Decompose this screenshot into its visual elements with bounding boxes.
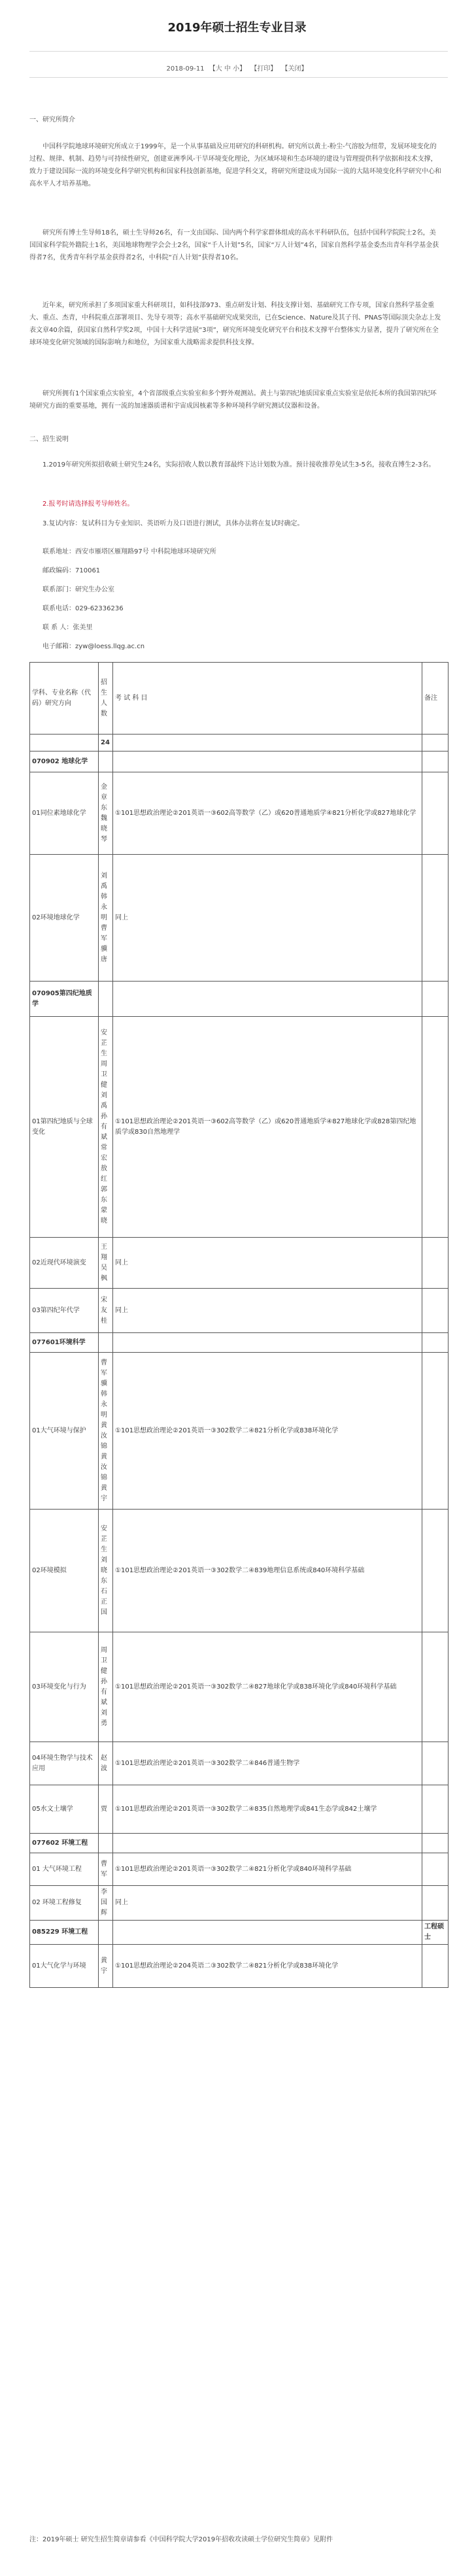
remark-cell bbox=[422, 1785, 449, 1834]
major-cell: 02 环境工程修复 bbox=[30, 1886, 99, 1921]
table-row bbox=[30, 1742, 449, 1785]
exam-cell: ①101思想政治理论②201英语一③302数学二④846普通生物学 bbox=[113, 1742, 422, 1785]
exam-cell: ①101思想政治理论②201英语一③302数学二④821分析化学或840环境科学基础 bbox=[113, 1853, 422, 1886]
table-section-row bbox=[30, 1921, 449, 1945]
exam-cell bbox=[113, 1333, 422, 1353]
table-row bbox=[30, 1017, 449, 1238]
table-row bbox=[30, 1289, 449, 1333]
remark-cell: 工程硕士 bbox=[422, 1921, 449, 1945]
major-catalog-table bbox=[29, 662, 449, 1988]
table-row bbox=[30, 1886, 449, 1921]
remark-cell bbox=[422, 1886, 449, 1921]
footer-note: 注：2019年硕士 研究生招生简章请参看《中国科学院大学2019年招收攻读硕士学位研究生简章》见附件 bbox=[29, 2536, 333, 2543]
major-cell: 03环境变化与行为 bbox=[30, 1632, 99, 1742]
major-cell: 070902 地球化学 bbox=[30, 751, 99, 772]
table-row bbox=[30, 772, 449, 855]
admission-item-1: 1.2019年研究所拟招收硕士研究生24名，实际招收人数以教育部最终下达计划数为准。预计接收推荐免试生3-5名，接收直博生2-3名。 bbox=[42, 461, 435, 469]
remark-cell bbox=[422, 1945, 449, 1988]
contact-person: 联 系 人：张美里 bbox=[42, 624, 93, 631]
contact-postcode: 邮政编码：710061 bbox=[42, 567, 101, 574]
supervisor-cell bbox=[99, 1834, 113, 1853]
supervisor-cell: 金章东 魏晓琴 bbox=[99, 772, 113, 855]
exam-cell: ①101思想政治理论②204英语二③302数学二④821分析化学或838环境化学 bbox=[113, 1945, 422, 1988]
table-row bbox=[30, 1238, 449, 1289]
contact-department: 联系部门：研究生办公室 bbox=[42, 586, 114, 593]
supervisor-cell: 曹军骥 韩永明 黄汝锦 黄汝锦 黄宇 bbox=[99, 1353, 113, 1510]
remark-cell bbox=[422, 751, 449, 772]
remark-cell bbox=[422, 1632, 449, 1742]
contact-phone: 联系电话：029-62336236 bbox=[42, 605, 124, 612]
remark-cell bbox=[422, 1238, 449, 1289]
table-row bbox=[30, 1510, 449, 1632]
major-cell: 02近现代环境演变 bbox=[30, 1238, 99, 1289]
contact-address: 联系地址：西安市雁塔区雁翔路97号 中科院地球环境研究所 bbox=[42, 548, 216, 555]
supervisor-cell: 王翔 吴枫 bbox=[99, 1238, 113, 1289]
exam-cell bbox=[113, 1834, 422, 1853]
major-cell: 01大气化学与环境 bbox=[30, 1945, 99, 1988]
total-label bbox=[30, 735, 99, 751]
remark-cell bbox=[422, 1333, 449, 1353]
header-enrollment: 招生人数 bbox=[99, 663, 113, 735]
header-remark: 备注 bbox=[422, 663, 449, 735]
supervisor-cell: 宋友桂 bbox=[99, 1289, 113, 1333]
total-count: 24 bbox=[99, 735, 113, 751]
exam-cell bbox=[113, 751, 422, 772]
contact-email[interactable]: 电子邮箱：zyw@loess.llqg.ac.cn bbox=[42, 643, 145, 650]
table-row bbox=[30, 1785, 449, 1834]
intro-paragraph-3: 近年来，研究所承担了多项国家重大科研项目，如科技部973、重点研发计划、科技支撑计划、基础研究工作专项，国家自然科学基金重大、重点、杰青，中科院重点部署项目、先导专项等；高水平基础研究成果突出，已在Science、Nature及其子刊、PNAS等国际顶尖杂志上发表文章40余篇，获国家自然科学奖2项，中国十大科学进展“3项”，研究所环境变化研究平台和技术支撑平台整体实力显著，提升了研究所在全球环境变化研究领域的国际影响力和地位，为国家重大战略需求提供科技支撑。 bbox=[29, 302, 441, 346]
remark-cell bbox=[422, 1853, 449, 1886]
remark-cell bbox=[422, 1353, 449, 1510]
major-cell: 03第四纪年代学 bbox=[30, 1289, 99, 1333]
major-cell: 05水文土壤学 bbox=[30, 1785, 99, 1834]
remark-cell bbox=[422, 1742, 449, 1785]
page-title: 2019年硕士招生专业目录 bbox=[167, 21, 307, 35]
exam-cell: ①101思想政治理论②201英语一③302数学二④839地理信息系统或840环境科学基础 bbox=[113, 1510, 422, 1632]
close-link[interactable]: 【关闭】 bbox=[281, 65, 308, 73]
supervisor-cell: 赵波 bbox=[99, 1742, 113, 1785]
remark-cell bbox=[422, 772, 449, 855]
table-row bbox=[30, 1353, 449, 1510]
exam-cell bbox=[113, 982, 422, 1017]
table-row bbox=[30, 1945, 449, 1988]
article-meta bbox=[0, 63, 474, 73]
supervisor-cell: 安芷生 周卫健 刘禹 孙有斌 常宏 敖红 郭东 蒙晓 bbox=[99, 1017, 113, 1238]
intro-paragraph-2: 研究所有博士生导师18名，硕士生导师26名，有一支由国际、国内两个科学家群体组成的高水平科研队伍，包括中国科学院院士2名，美国国家科学院外籍院士1名，美国地球物理学会会士2名，国家“千人计划”5名，国家“万人计划”4名，国家自然科学基金委杰出青年科学基金获得者7名，优秀青年科学基金获得者2名，中科院“百人计划”获得者10名。 bbox=[29, 229, 439, 261]
remark-cell bbox=[422, 1834, 449, 1853]
table-header-row bbox=[30, 663, 449, 735]
font-size-switch[interactable]: 【大 中 小】 bbox=[209, 65, 246, 73]
print-link[interactable]: 【打印】 bbox=[250, 65, 277, 73]
major-cell: 02环境地球化学 bbox=[30, 855, 99, 982]
admission-item-3: 3.复试内容：复试科目为专业知识、英语听力及口语进行测试，具体办法将在复试时确定。 bbox=[42, 520, 304, 527]
table-total-row bbox=[30, 735, 449, 751]
major-cell: 077602 环境工程 bbox=[30, 1834, 99, 1853]
table-row bbox=[30, 1632, 449, 1742]
table-row bbox=[30, 1853, 449, 1886]
supervisor-cell bbox=[99, 1921, 113, 1945]
exam-cell: 同上 bbox=[113, 1886, 422, 1921]
admission-item-2: 2.报考时请选择报考导师姓名。 bbox=[42, 501, 134, 508]
supervisor-cell: 刘禹 韩永明 曹军骥 唐 bbox=[99, 855, 113, 982]
total-remark bbox=[422, 735, 449, 751]
major-cell: 01第四纪地质与全球变化 bbox=[30, 1017, 99, 1238]
major-cell: 01同位素地球化学 bbox=[30, 772, 99, 855]
remark-cell bbox=[422, 982, 449, 1017]
exam-cell: 同上 bbox=[113, 855, 422, 982]
table-row bbox=[30, 855, 449, 982]
major-cell: 02环境模拟 bbox=[30, 1510, 99, 1632]
header-exam: 考 试 科 目 bbox=[113, 663, 422, 735]
table-section-row bbox=[30, 982, 449, 1017]
exam-cell: ①101思想政治理论②201英语一③602高等数学（乙）或620普通地质学④821分析化学或827地球化学 bbox=[113, 772, 422, 855]
section1-heading: 一、研究所简介 bbox=[29, 116, 75, 124]
exam-cell: ①101思想政治理论②201英语一③302数学二④835自然地理学或841生态学或842土壤学 bbox=[113, 1785, 422, 1834]
exam-cell: 同上 bbox=[113, 1289, 422, 1333]
remark-cell bbox=[422, 1017, 449, 1238]
supervisor-cell bbox=[99, 982, 113, 1017]
supervisor-cell: 李国辉 bbox=[99, 1886, 113, 1921]
meta-divider bbox=[29, 77, 448, 78]
publish-date: 2018-09-11 bbox=[166, 65, 205, 73]
title-divider bbox=[29, 51, 448, 52]
major-cell: 070905第四纪地质学 bbox=[30, 982, 99, 1017]
exam-cell bbox=[113, 1921, 422, 1945]
supervisor-cell: 安芷生 刘晓东 石正国 bbox=[99, 1510, 113, 1632]
header-major: 学科、专业名称（代码）研究方向 bbox=[30, 663, 99, 735]
remark-cell bbox=[422, 1289, 449, 1333]
exam-cell: ①101思想政治理论②201英语一③602高等数学（乙）或620普通地质学④827地球化学或828第四纪地质学或830自然地理学 bbox=[113, 1017, 422, 1238]
remark-cell bbox=[422, 855, 449, 982]
supervisor-cell: 曹军 bbox=[99, 1853, 113, 1886]
supervisor-cell: 黄宇 bbox=[99, 1945, 113, 1988]
major-cell: 077601环境科学 bbox=[30, 1333, 99, 1353]
table-section-row bbox=[30, 1834, 449, 1853]
intro-paragraph-1: 中国科学院地球环境研究所成立于1999年，是一个从事基础及应用研究的科研机构。研究所以黄土-粉尘-气溶胶为纽带，发展环境变化的过程、规律、机制、趋势与可持续性研究，创建亚洲季风-干旱环境变化理论，为区域环境和生态环境的建设与管理提供科学依据和技术支撑，致力于建设国际一流的环境变化科学研究机构和国家科技创新基地，促进学科交叉，将研究所建设成为国际一流的大陆环境变化科学研究中心和高水平人才培养基地。 bbox=[29, 143, 441, 188]
remark-cell bbox=[422, 1510, 449, 1632]
exam-cell: ①101思想政治理论②201英语一③302数学二④821分析化学或838环境化学 bbox=[113, 1353, 422, 1510]
total-blank bbox=[113, 735, 422, 751]
exam-cell: ①101思想政治理论②201英语一③302数学二④827地球化学或838环境化学或840环境科学基础 bbox=[113, 1632, 422, 1742]
major-cell: 085229 环境工程 bbox=[30, 1921, 99, 1945]
major-cell: 01大气环境与保护 bbox=[30, 1353, 99, 1510]
section2-heading: 二、招生说明 bbox=[29, 436, 69, 443]
supervisor-cell bbox=[99, 751, 113, 772]
intro-paragraph-4: 研究所拥有1个国家重点实验室，4个省部级重点实验室和多个野外观测站。黄土与第四纪地质国家重点实验室是依托本所的我国第四纪环境研究方面的重要基地，拥有一流的加速器质谱和宇宙成因核素等多种环境科学研究测试仪器和设备。 bbox=[29, 390, 437, 410]
table-section-row bbox=[30, 751, 449, 772]
supervisor-cell bbox=[99, 1333, 113, 1353]
supervisor-cell: 周卫健 孙有斌 刘勇 bbox=[99, 1632, 113, 1742]
major-cell: 01 大气环境工程 bbox=[30, 1853, 99, 1886]
supervisor-cell: 贾 bbox=[99, 1785, 113, 1834]
exam-cell: 同上 bbox=[113, 1238, 422, 1289]
major-cell: 04环境生物学与技术应用 bbox=[30, 1742, 99, 1785]
table-section-row bbox=[30, 1333, 449, 1353]
